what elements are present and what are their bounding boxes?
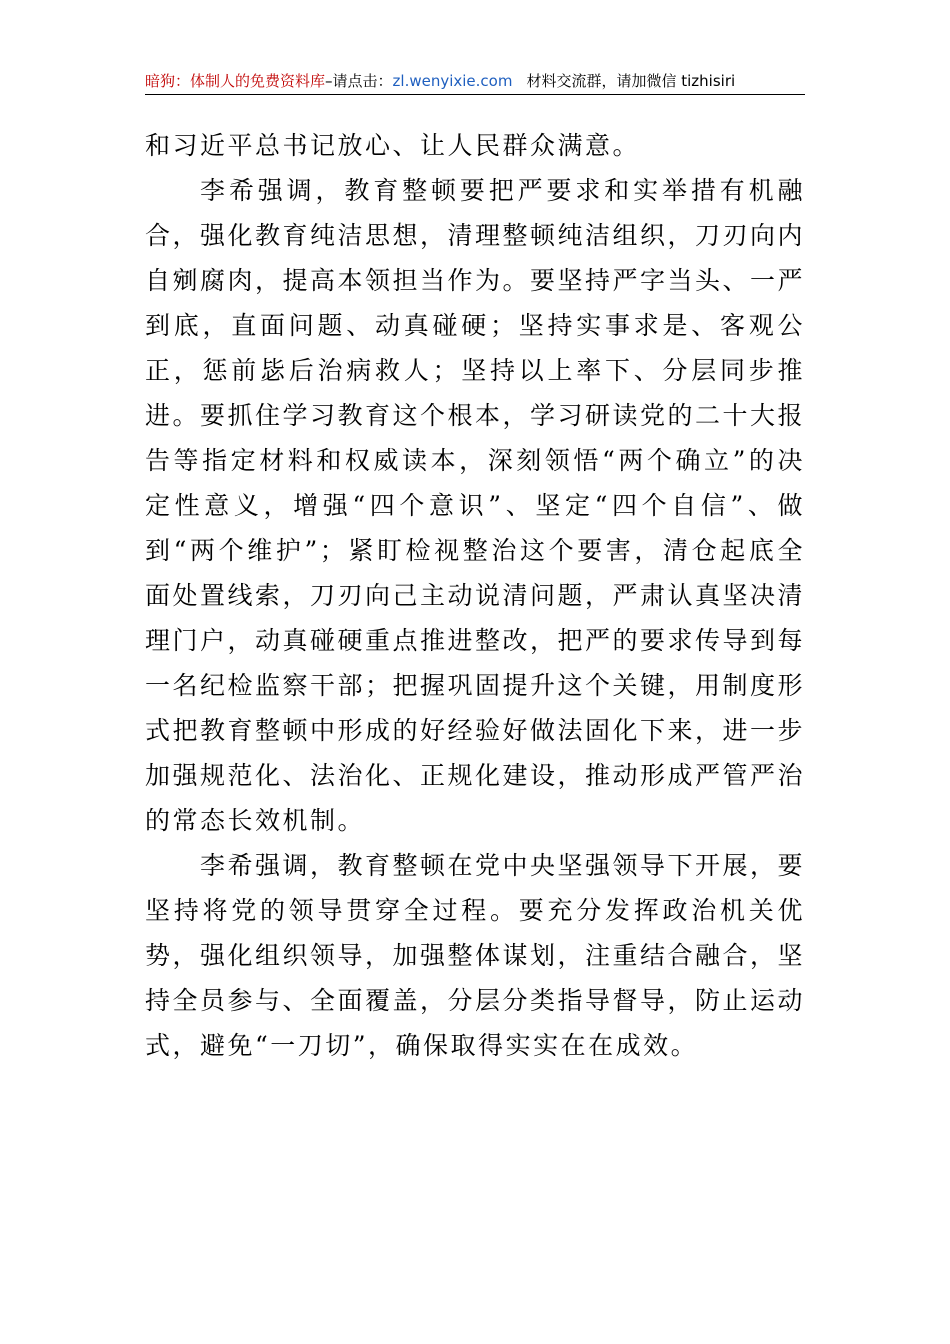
paragraph-education-rectification: 李希强调，教育整顿要把严要求和实举措有机融合，强化教育纯洁思想，清理整顿纯洁组织，刀刃向内自剜腐肉，提高本领担当作为。要坚持严字当头、一严到底，直面问题、动真碰硬；坚持实事求是、客观公正，惩前毖后治病救人；坚持以上率下、分层同步推进。要抓住学习教育这个根本，学习研读党的二十大报告等指定材料和权威读本，深刻领悟“两个确立”的决定性意义，增强“四个意识”、坚定“四个自信”、做到“两个维护”；紧盯检视整治这个要害，清仓起底全面处置线索，刀刃向己主动说清问题，严肃认真坚决清理门户，动真碰硬重点推进整改，把严的要求传导到每一名纪检监察干部；把握巩固提升这个关键，用制度形式把教育整顿中形成的好经验好做法固化下来，进一步加强规范化、法治化、正规化建设，推动形成严管严治的常态长效机制。 — [145, 176, 806, 835]
page-header — [145, 68, 805, 95]
document-body — [145, 123, 805, 1068]
header-url-link[interactable]: zl.wenyixie.com — [392, 72, 513, 90]
header-contact: 材料交流群，请加微信 tizhisiri — [526, 72, 736, 90]
header-brand: 暗狗：体制人的免费资料库 — [145, 72, 326, 90]
header-prompt: –请点击： — [325, 72, 393, 90]
paragraph-continuation: 和习近平总书记放心、让人民群众满意。 — [145, 131, 641, 160]
paragraph-party-leadership: 李希强调，教育整顿在党中央坚强领导下开展，要坚持将党的领导贯穿全过程。要充分发挥政治机关优势，强化组织领导，加强整体谋划，注重结合融合，坚持全员参与、全面覆盖，分层分类指导督导，防止运动式，避免“一刀切”，确保取得实实在在成效。 — [145, 851, 806, 1060]
